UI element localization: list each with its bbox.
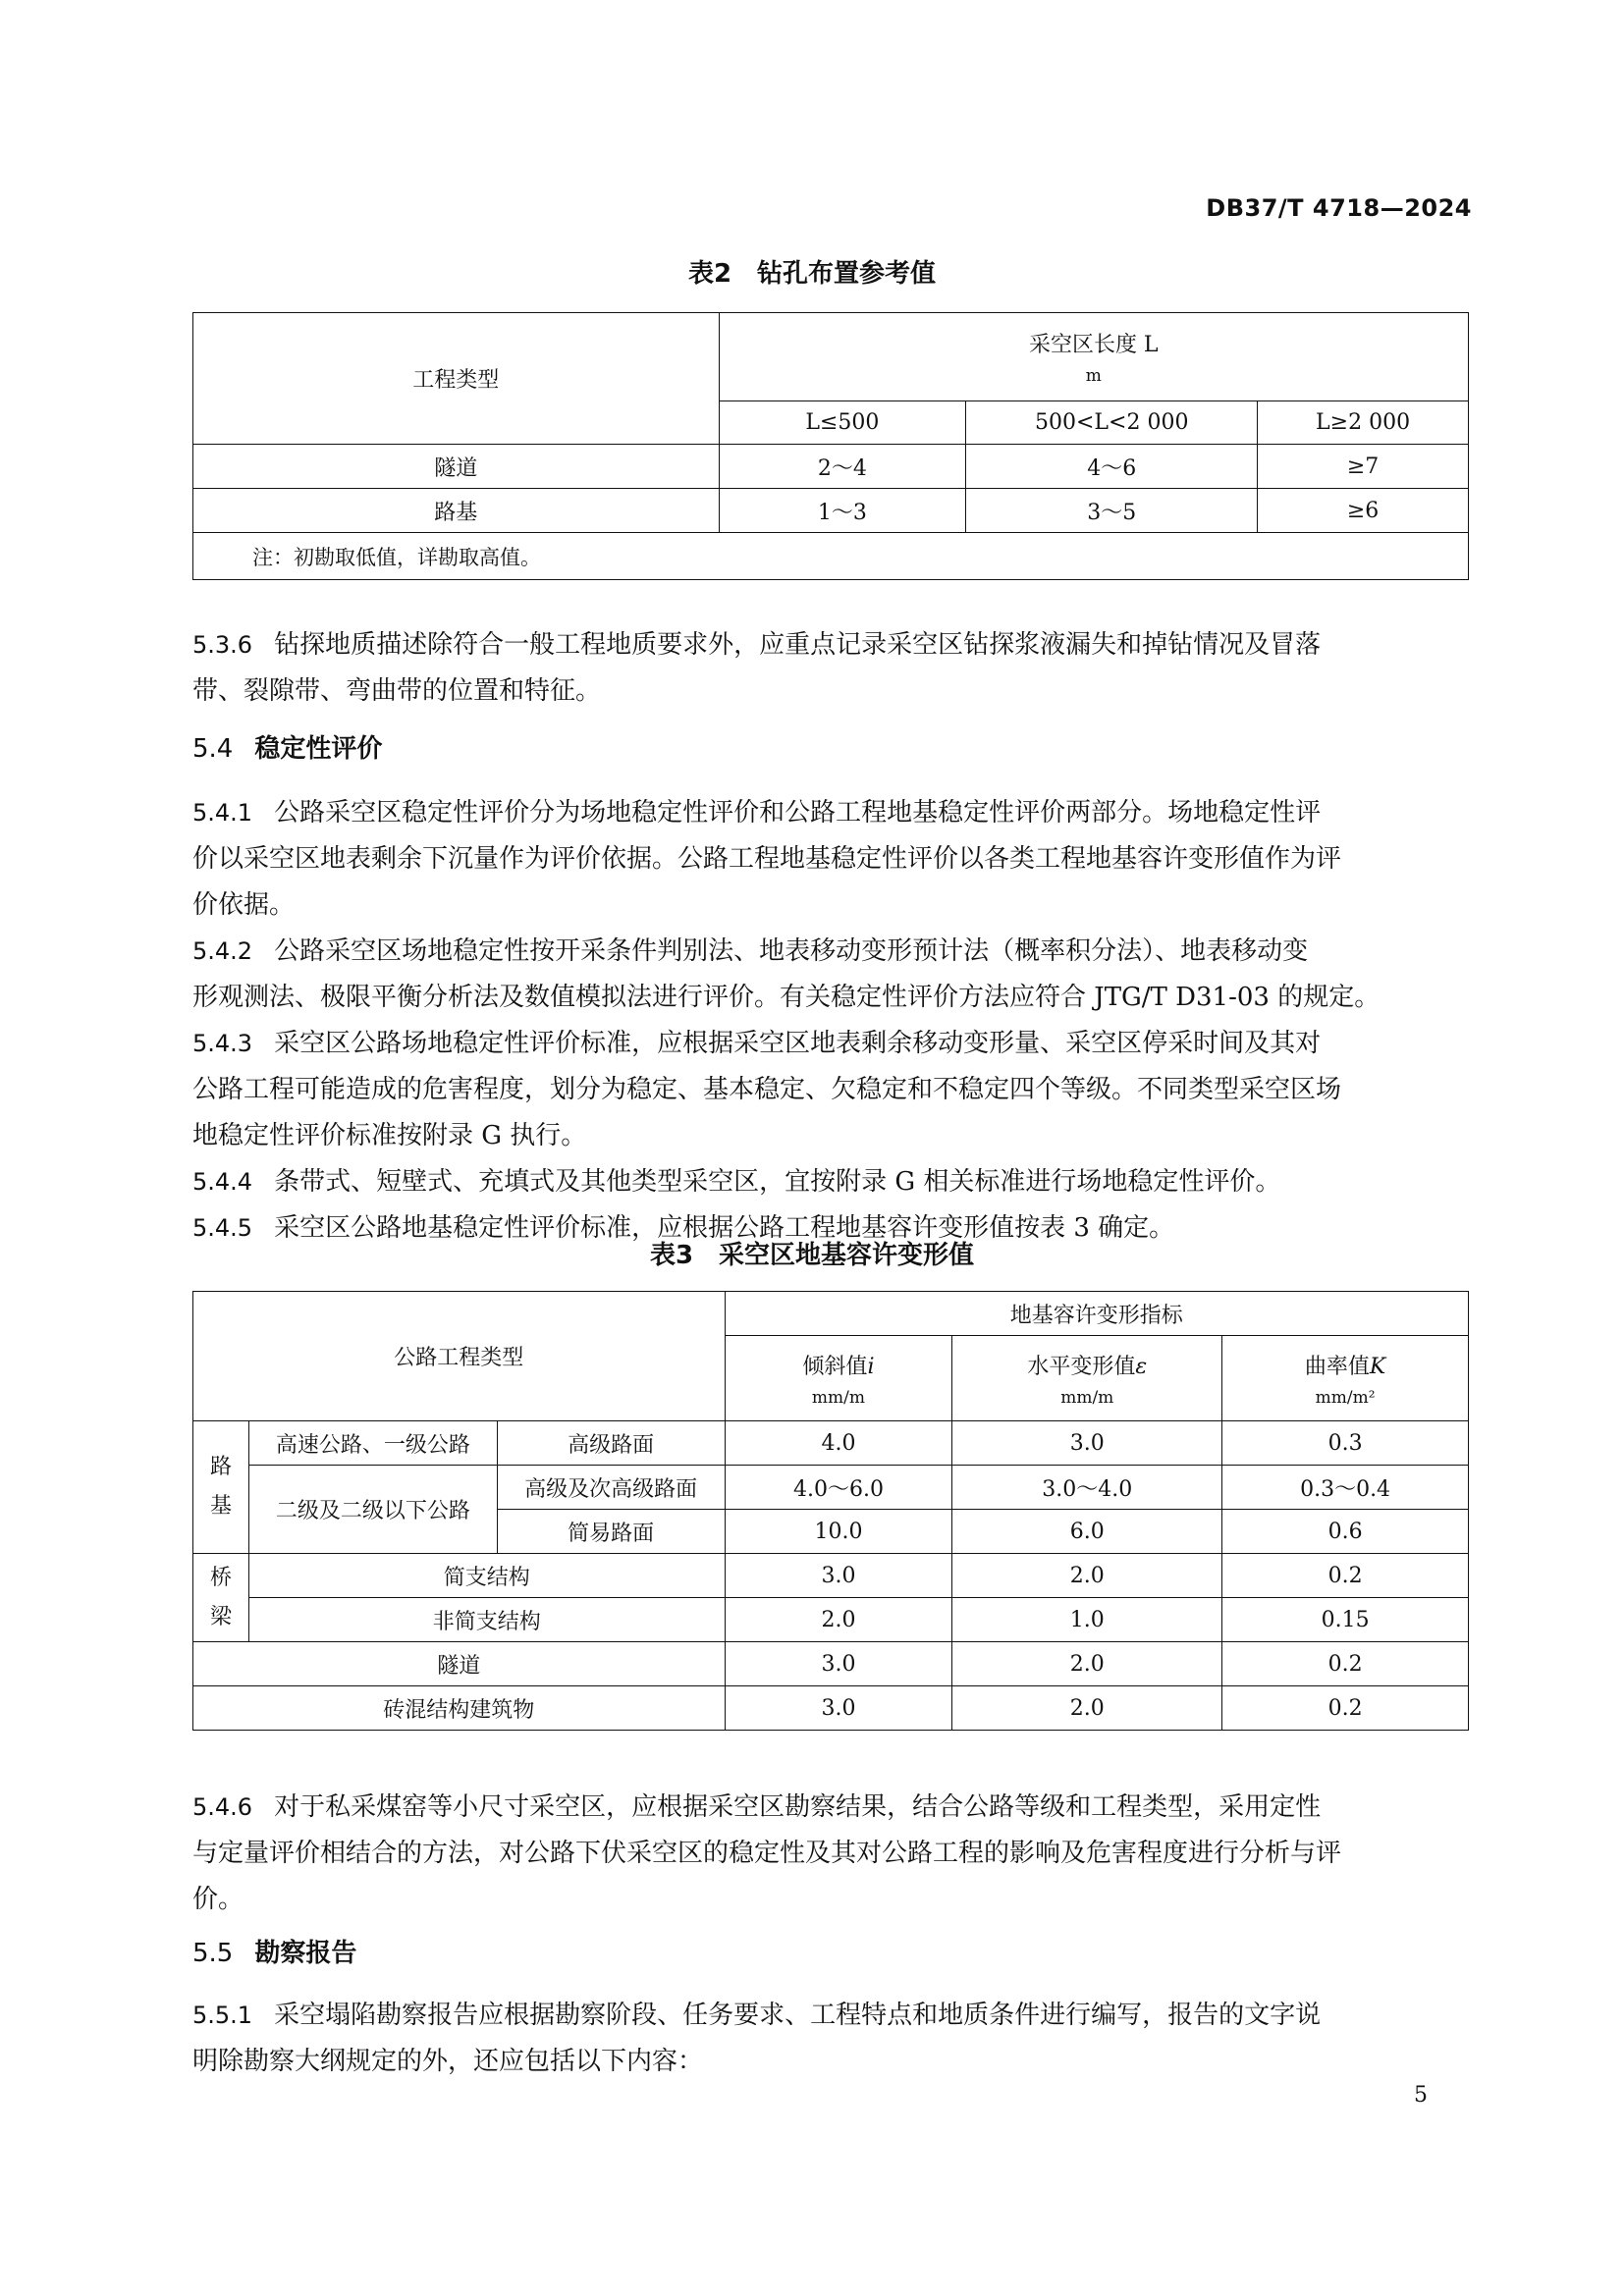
clause-text: 采空区公路场地稳定性评价标准，应根据采空区地表剩余移动变形量、采空区停采时间及其对 (274, 1029, 1322, 1058)
table3-cell: 2.0 (952, 1554, 1222, 1598)
table3-cell: 0.2 (1222, 1642, 1469, 1686)
table3-pavement: 高级路面 (497, 1421, 725, 1466)
table3-col-curvature (1222, 1336, 1469, 1421)
clause-text: 价。 (192, 1885, 244, 1914)
clauses-5-4 (192, 790, 1469, 1252)
col-unit: mm/m (1060, 1387, 1114, 1408)
table3-cell: 3.0～4.0 (952, 1466, 1222, 1510)
clause-text: 采空塌陷勘察报告应根据勘察阶段、任务要求、工程特点和地质条件进行编写，报告的文字说 (274, 2001, 1322, 2030)
clause-text: 条带式、短壁式、充填式及其他类型采空区，宜按附录 G 相关标准进行场地稳定性评价。 (274, 1167, 1281, 1197)
col-unit: mm/m (811, 1387, 865, 1408)
col-symbol: i (867, 1354, 875, 1379)
clause-number: 5.4.6 (192, 1793, 253, 1821)
table3-cell: 0.2 (1222, 1554, 1469, 1598)
table2 (192, 312, 1469, 580)
table3-cell: 0.6 (1222, 1510, 1469, 1554)
table2-cell: 3～5 (966, 489, 1258, 533)
clause-number: 5.4.5 (192, 1214, 253, 1242)
table3-structure: 砖混结构建筑物 (193, 1686, 726, 1731)
table3-cell: 6.0 (952, 1510, 1222, 1554)
col-unit: mm/m² (1315, 1387, 1376, 1408)
table3-cell: 3.0 (725, 1642, 952, 1686)
clause-number: 5.4.4 (192, 1168, 253, 1196)
table2-cell: ≥6 (1258, 489, 1469, 533)
table2-cell: ≥7 (1258, 445, 1469, 489)
table3-cell: 3.0 (952, 1421, 1222, 1466)
section-5-5-heading (192, 1933, 356, 1969)
clause-text: 公路采空区稳定性评价分为场地稳定性评价和公路工程地基稳定性评价两部分。场地稳定性评 (274, 798, 1322, 828)
table-row (193, 1421, 1469, 1466)
table3-cell: 0.3～0.4 (1222, 1466, 1469, 1510)
table-row (193, 1598, 1469, 1642)
clause-5-4-3 (192, 1021, 1469, 1159)
table3-cell: 2.0 (952, 1642, 1222, 1686)
table-row (193, 1554, 1469, 1598)
table2-col-1: L≤500 (719, 401, 966, 445)
group-char: 梁 (209, 1604, 232, 1629)
clause-number: 5.4.2 (192, 937, 253, 965)
clause-text: 带、裂隙带、弯曲带的位置和特征。 (192, 676, 602, 706)
table3-cell: 3.0 (725, 1554, 952, 1598)
table3-structure: 简支结构 (248, 1554, 725, 1598)
clause-5-5-1 (192, 1993, 1469, 2085)
table3-cell: 4.0～6.0 (725, 1466, 952, 1510)
clause-number: 5.4.1 (192, 799, 253, 827)
table3-cell: 2.0 (725, 1598, 952, 1642)
table3-cell: 1.0 (952, 1598, 1222, 1642)
table3-group-header: 地基容许变形指标 (725, 1292, 1468, 1336)
clause-number: 5.5.1 (192, 2002, 253, 2029)
group-char: 基 (209, 1494, 232, 1519)
table3-cell: 2.0 (952, 1686, 1222, 1731)
table3-col-horizontal (952, 1336, 1222, 1421)
table3-highway-class: 二级及二级以下公路 (248, 1466, 497, 1554)
col-label: 曲率值 (1304, 1354, 1370, 1379)
table3-cell: 0.15 (1222, 1598, 1469, 1642)
section-title: 勘察报告 (254, 1939, 357, 1968)
document-number: DB37/T 4718—2024 (1206, 194, 1472, 222)
clause-text: 采空区公路地基稳定性评价标准，应根据公路工程地基容许变形值按表 3 确定。 (274, 1213, 1175, 1243)
table3-highway-class: 高速公路、一级公路 (248, 1421, 497, 1466)
clause-number: 5.4.3 (192, 1030, 253, 1057)
clause-5-4-4 (192, 1159, 1469, 1205)
col-symbol: K (1369, 1354, 1386, 1379)
clause-5-4-1 (192, 790, 1469, 929)
section-number: 5.5 (192, 1939, 234, 1968)
table3-caption: 表3 采空区地基容许变形值 (649, 1241, 975, 1270)
clause-text: 价以采空区地表剩余下沉量作为评价依据。公路工程地基稳定性评价以各类工程地基容许变形值作为评 (192, 844, 1342, 874)
table3-pavement: 简易路面 (497, 1510, 725, 1554)
table2-cell: 1～3 (719, 489, 966, 533)
table3-type-header: 公路工程类型 (193, 1292, 726, 1421)
section-number: 5.4 (192, 734, 234, 764)
table2-cell: 4～6 (966, 445, 1258, 489)
group-char: 路 (209, 1455, 232, 1479)
clause-text: 对于私采煤窑等小尺寸采空区，应根据采空区勘察结果，结合公路等级和工程类型，采用定性 (274, 1792, 1322, 1822)
clause-number: 5.3.6 (192, 631, 253, 659)
table2-length-unit: m (1085, 366, 1102, 386)
col-label: 水平变形值 (1027, 1354, 1136, 1379)
table3-col-tilt (725, 1336, 952, 1421)
table3-pavement: 高级及次高级路面 (497, 1466, 725, 1510)
table2-row-type: 隧道 (193, 445, 720, 489)
table3-cell: 10.0 (725, 1510, 952, 1554)
table3-roadbed-label (193, 1421, 249, 1554)
section-5-4-heading (192, 728, 382, 765)
clause-5-4-6 (192, 1785, 1469, 1923)
clause-5-3-6 (192, 622, 1469, 715)
table3-cell: 0.2 (1222, 1686, 1469, 1731)
table2-length-header (719, 313, 1469, 401)
clause-5-4-2 (192, 929, 1469, 1021)
table3-cell: 4.0 (725, 1421, 952, 1466)
table3-cell: 0.3 (1222, 1421, 1469, 1466)
group-char: 桥 (209, 1565, 232, 1590)
table2-caption: 表2 钻孔布置参考值 (687, 259, 937, 289)
clause-text: 公路采空区场地稳定性按开采条件判别法、地表移动变形预计法（概率积分法）、地表移动变 (274, 936, 1309, 966)
table-row (193, 1686, 1469, 1731)
table2-col-2: 500<L<2 000 (966, 401, 1258, 445)
table-row (193, 1642, 1469, 1686)
table2-row-type: 路基 (193, 489, 720, 533)
clause-text: 形观测法、极限平衡分析法及数值模拟法进行评价。有关稳定性评价方法应符合 JTG/T D31-03 的规定。 (192, 983, 1380, 1012)
table2-cell: 2～4 (719, 445, 966, 489)
clause-text: 地稳定性评价标准按附录 G 执行。 (192, 1121, 587, 1150)
table-row (193, 489, 1469, 533)
table3-structure: 非简支结构 (248, 1598, 725, 1642)
page-number: 5 (1414, 2083, 1428, 2108)
clause-text: 公路工程可能造成的危害程度，划分为稳定、基本稳定、欠稳定和不稳定四个等级。不同类型采空区场 (192, 1075, 1342, 1104)
clause-text: 价依据。 (192, 890, 296, 920)
section-title: 稳定性评价 (254, 734, 383, 764)
clause-text: 与定量评价相结合的方法，对公路下伏采空区的稳定性及其对公路工程的影响及危害程度进行分析与评 (192, 1839, 1342, 1868)
table3-bridge-label (193, 1554, 249, 1642)
col-label: 倾斜值 (802, 1354, 868, 1379)
table-row (193, 445, 1469, 489)
clause-text: 明除勘察大纲规定的外，还应包括以下内容： (192, 2047, 704, 2076)
table-row (193, 1466, 1469, 1510)
col-symbol: ε (1135, 1354, 1148, 1379)
table3-structure: 隧道 (193, 1642, 726, 1686)
table3-cell: 3.0 (725, 1686, 952, 1731)
table2-type-header: 工程类型 (193, 313, 720, 445)
table2-note: 注：初勘取低值，详勘取高值。 (193, 533, 1469, 580)
table2-col-3: L≥2 000 (1258, 401, 1469, 445)
table2-length-title: 采空区长度 L (1028, 333, 1159, 357)
clause-text: 钻探地质描述除符合一般工程地质要求外，应重点记录采空区钻探浆液漏失和掉钻情况及冒落 (274, 630, 1322, 660)
table3 (192, 1291, 1469, 1731)
